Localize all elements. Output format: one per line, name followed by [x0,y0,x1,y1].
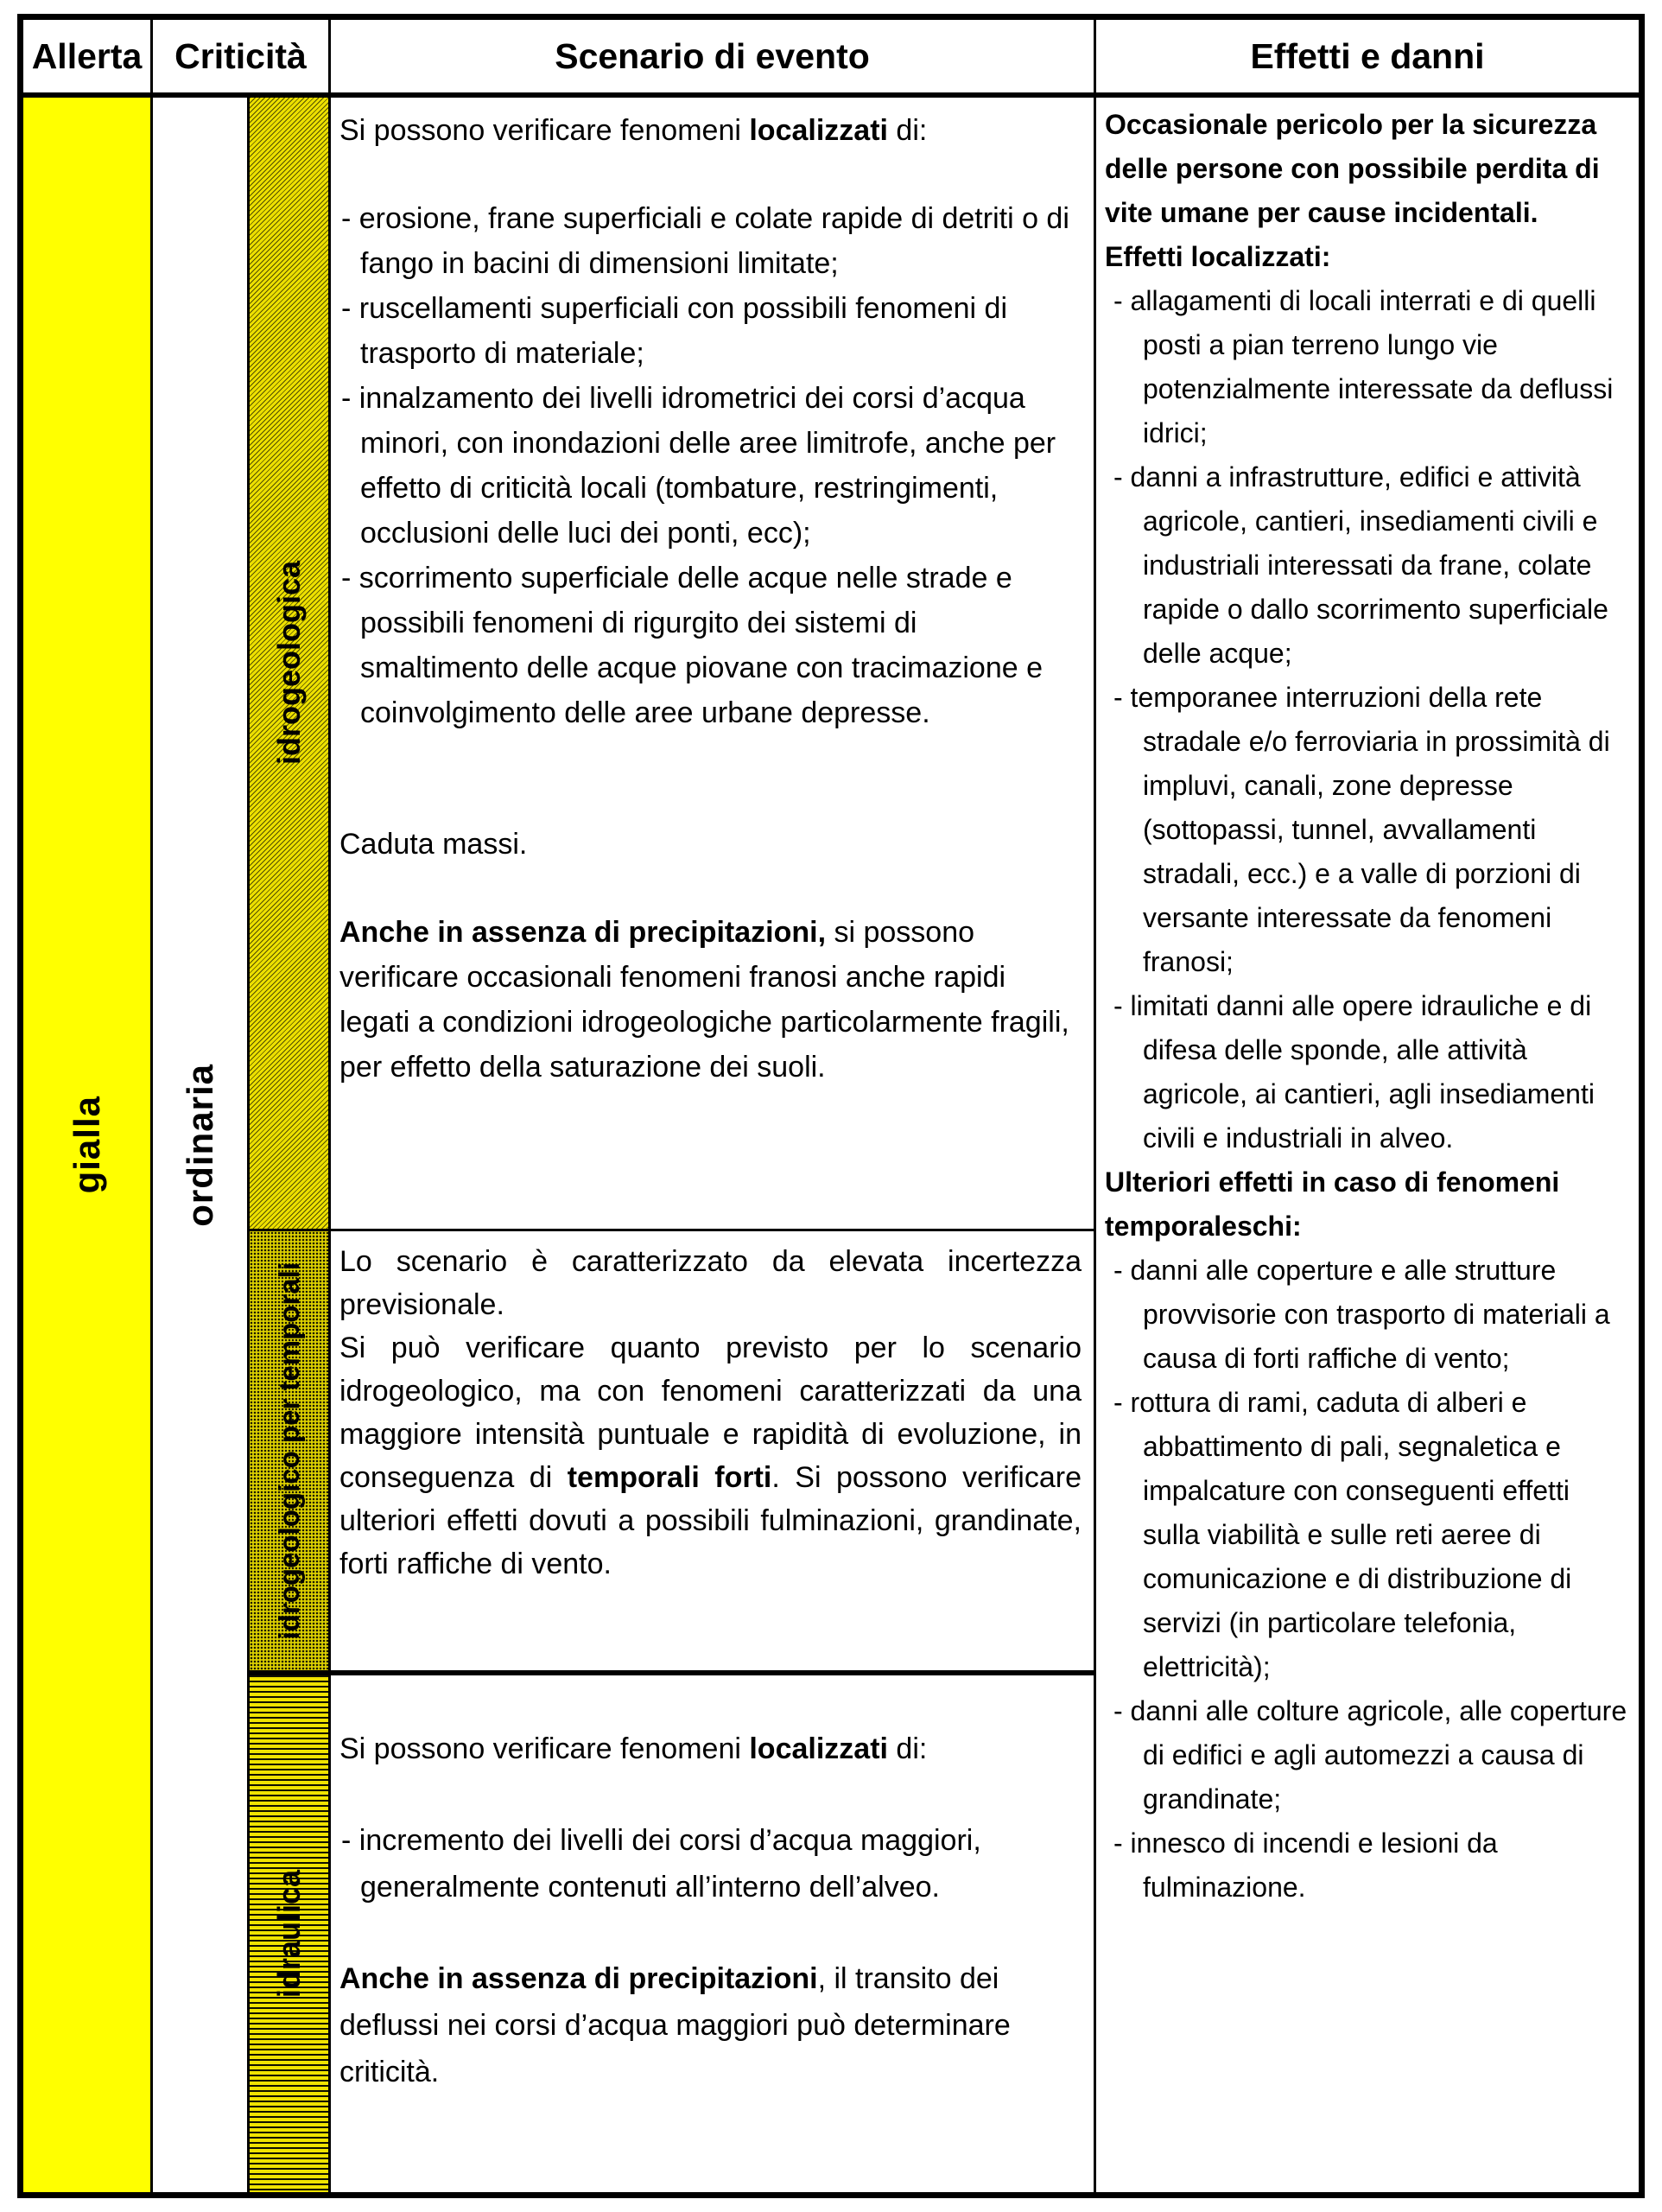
hazard-band-idrogeologico-per-temporali [250,1231,331,1675]
bullet-item: - ruscellamenti superficiali con possibili fenomeni di trasporto di materiale; [341,292,1008,370]
paragraph: Lo scenario è caratterizzato da elevata incertezza previsionale. [339,1245,1082,1321]
header-scenario-label: Scenario di evento [555,35,870,76]
criticita-level-label: ordinaria [179,1063,220,1227]
hazard-band-idraulica [250,1675,331,2192]
criticita-level-cell [153,98,250,2192]
paragraph: Anche in assenza di precipitazioni, il transito dei deflussi nei corsi d’acqua maggiori può determinare criticità. [339,1962,1011,2088]
header-effetti [1096,20,1639,98]
paragraph: Si possono verificare fenomeni localizzati di: [339,1732,928,1765]
paragraph: Occasionale pericolo per la sicurezza delle persone con possibile perdita di vite umane per cause incidentali. [1105,109,1600,228]
bullet-item: - innesco di incendi e lesioni da fulminazione. [1113,1827,1498,1903]
paragraph: Anche in assenza di precipitazioni, si possono verificare occasionali fenomeni franosi anche rapidi legati a condizioni idrogeologiche particolarmente fragili, per effetto della saturazione dei suoli. [339,916,1069,1084]
spacer [339,867,1082,910]
paragraph: Ulteriori effetti in caso di fenomeni temporaleschi: [1105,1166,1560,1242]
spacer [339,735,1082,779]
spacer [339,1681,1082,1726]
scenario-cell-idrogeologica [331,98,1096,1231]
header-effetti-label: Effetti e danni [1250,35,1485,76]
bullet-item: - allagamenti di locali interrati e di quelli posti a pian terreno lungo vie potenzialmente interessate da deflussi idrici; [1113,285,1614,448]
bullet-item: - limitati danni alle opere idrauliche e di difesa delle sponde, alle attività agricole, ai cantieri, agli insediamenti civili e industriali in alveo. [1113,990,1595,1154]
header-scenario [331,20,1096,98]
bullet-item: - danni alle coperture e alle strutture provvisorie con trasporto di materiali a causa di forti raffiche di vento; [1113,1255,1610,1374]
scenario-cell-idraulica [331,1675,1096,2192]
spacer [339,1772,1082,1817]
paragraph: Si può verificare quanto previsto per lo scenario idrogeologico, ma con fenomeni caratterizzati da una maggiore intensità puntuale e rapidità di evoluzione, in conseguenza di temporali forti. Si possono verificare ulteriori effetti dovuti a possibili fulminazioni, grandinate, forti raffiche di vento. [339,1332,1082,1580]
spacer [339,153,1082,196]
paragraph: Caduta massi. [339,828,528,861]
paragraph: Effetti localizzati: [1105,241,1331,272]
header-allerta-label: Allerta [31,35,143,76]
hazard-band-idrogeologico-per-temporali-label: idrogeologico per temporali [272,1262,305,1640]
bullet-item: - temporanee interruzioni della rete stradale e/o ferroviaria in prossimità di impluvi, canali, zone depresse (sottopassi, tunnel, avvallamenti stradali, ecc.) e a valle di porzioni di versante interessate da fenomeni franosi; [1113,682,1610,977]
header-criticita-label: Criticità [174,35,307,76]
alert-level-label: gialla [66,1096,107,1194]
bullet-item: - erosione, frane superficiali e colate rapide di detriti o di fango in bacini di dimensioni limitate; [341,202,1069,280]
bullet-item: - rottura di rami, caduta di alberi e abbattimento di pali, segnaletica e impalcature con conseguenti effetti sulla viabilità e sulle reti aeree di comunicazione e di distribuzione di servizi (in particolare telefonia, elettricità); [1113,1387,1572,1682]
paragraph: Si possono verificare fenomeni localizzati di: [339,114,928,147]
spacer [339,1910,1082,1955]
spacer [339,779,1082,822]
bullet-item: - incremento dei livelli dei corsi d’acqua maggiori, generalmente contenuti all’interno dell’alveo. [341,1824,981,1904]
alert-level-cell [23,98,153,2192]
hazard-band-idraulica-label: idraulica [270,1869,307,1999]
bullet-item: - danni alle colture agricole, alle coperture di edifici e agli automezzi a causa di grandinate; [1113,1695,1627,1815]
alert-criteria-table [17,14,1645,2198]
bullet-item: - danni a infrastrutture, edifici e attività agricole, cantieri, insediamenti civili e industriali interessati da frane, colate rapide o dallo scorrimento superficiale delle acque; [1113,461,1608,669]
header-allerta [23,20,153,98]
scenario-cell-idrogeologico-per-temporali [331,1231,1096,1675]
effects-cell [1096,98,1639,2192]
hazard-band-idrogeologica [250,98,331,1231]
bullet-item: - innalzamento dei livelli idrometrici dei corsi d’acqua minori, con inondazioni delle aree limitrofe, anche per effetto di criticità locali (tombature, restringimenti, occlusioni delle luci dei ponti, ecc); [341,382,1056,550]
bullet-item: - scorrimento superficiale delle acque nelle strade e possibili fenomeni di rigurgito dei sistemi di smaltimento delle acque piovane con tracimazione e coinvolgimento delle aree urbane depresse. [341,562,1044,729]
hazard-band-idrogeologica-label: idrogeologica [270,561,307,766]
header-criticita [153,20,331,98]
